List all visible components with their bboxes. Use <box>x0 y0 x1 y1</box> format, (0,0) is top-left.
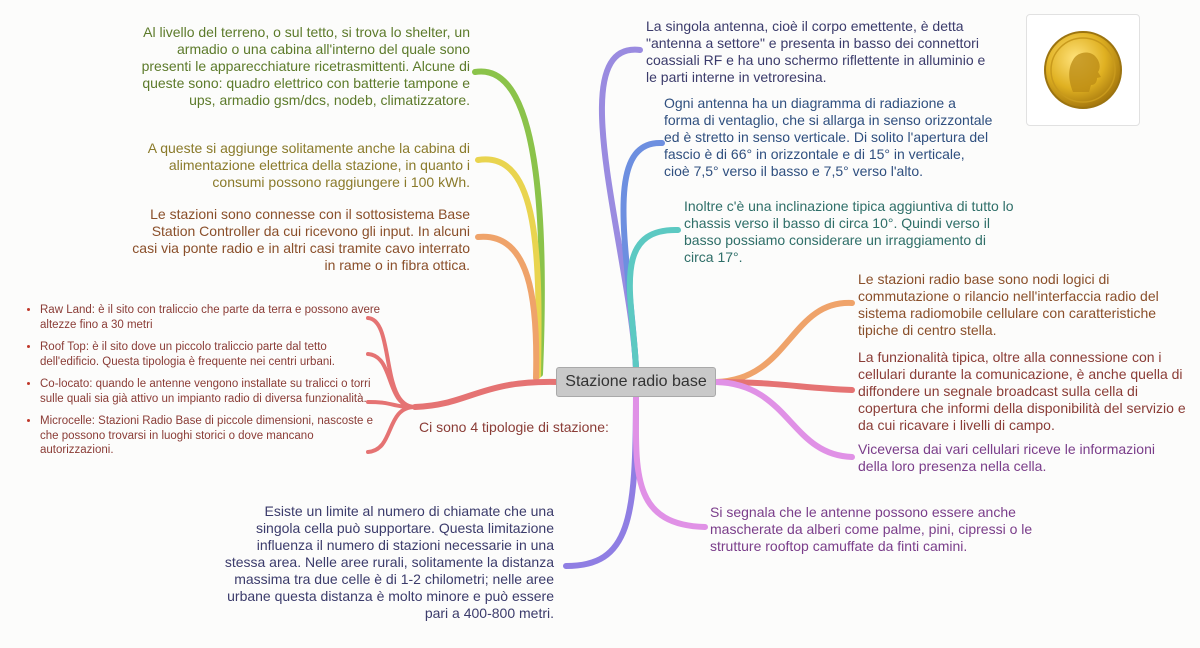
branch-power <box>478 159 539 376</box>
coin-portrait-icon <box>1043 30 1123 110</box>
note-antenna[interactable]: La singola antenna, cioè il corpo emettente, è detta "antenna a settore" e presenta in basso dei connettori coassiali RF e ha uno schermo riflettente in alluminio e le parti interne in vetroresina. <box>646 18 986 85</box>
branch-masked <box>636 396 705 527</box>
list-item[interactable]: • Roof Top: è il sito dove un piccolo traliccio parte dal tetto dell'edificio. Questa tipologia è frequente nei centri urbani. <box>40 340 385 369</box>
branch-types <box>415 382 558 407</box>
note-receive[interactable]: Viceversa dai vari cellulari riceve le informazioni della loro presenza nella cella. <box>858 441 1155 474</box>
list-item[interactable]: • Microcelle: Stazioni Radio Base di piccole dimensioni, nascoste e che possono trovarsi in luoghi storici o dove mancano autorizzazioni. <box>40 414 385 458</box>
branch-diagram <box>623 143 662 368</box>
note-limit[interactable]: Esiste un limite al numero di chiamate che una singola cella può supportare. Questa limitazione influenza il numero di stazioni necessarie in una stessa area. Nelle aree rurali, solitamente la distanza massima tra due celle è di 1-2 chilometri; nelle aree urbane questa distanza è molto minore e può essere pari a 400-800 metri. <box>224 503 554 621</box>
central-topic-label: Stazione radio base <box>565 373 707 390</box>
avatar[interactable] <box>1026 14 1140 126</box>
note-masked[interactable]: Si segnala che le antenne possono essere anche mascherate da alberi come palme, pini, cipressi o le strutture rooftop camuffate da finti camini. <box>710 504 1033 554</box>
note-logical[interactable]: Le stazioni radio base sono nodi logici di commutazione o rilancio nell'interfaccia radio del sistema radiomobile cellulare con caratteristiche tipiche di centro stella. <box>858 271 1159 338</box>
branch-tilt <box>630 230 678 368</box>
list-item[interactable]: • Raw Land: è il sito con traliccio che parte da terra e possono avere altezze fino a 30 metri <box>40 303 385 332</box>
note-diagram[interactable]: Ogni antenna ha un diagramma di radiazione a forma di ventaglio, che si allarga in senso orizzontale ed è stretto in senso verticale. Di solito l'apertura del fascio è di 66° in orizzontale e di 15° in verticale, cioè 7,5° verso il basso e 7,5° verso l'alto. <box>664 95 993 179</box>
branch-logical <box>716 303 852 382</box>
note-tilt[interactable]: Inoltre c'è una inclinazione tipica aggiuntiva di tutto lo chassis verso il basso di circa 10°. Quindi verso il basso possiamo considerare un irraggiamento di circa 17°. <box>684 198 1014 265</box>
central-topic[interactable] <box>556 367 716 397</box>
note-shelter[interactable]: Al livello del terreno, o sul tetto, si trova lo shelter, un armadio o una cabina all'interno del quale sono presenti le apparecchiature ricetrasmittenti. Alcune di queste sono: quadro elettrico con batterie tampone e ups, armadio gsm/dcs, nodeb, climatizzatore. <box>141 24 470 108</box>
station-types-label[interactable]: Ci sono 4 tipologie di stazione: <box>419 419 609 435</box>
note-power[interactable]: A queste si aggiunge solitamente anche la cabina di alimentazione elettrica della stazione, in quanto i consumi possono raggiungere i 100 kWh. <box>147 140 470 190</box>
note-broadcast[interactable]: La funzionalità tipica, oltre alla connessione con i cellulari durante la comunicazione, è anche quella di diffondere un segnale broadcast sulla cella di copertura che informi della disponibilità del servizio e da cui ricavare i livelli di campo. <box>858 349 1186 433</box>
station-types-list <box>22 303 385 466</box>
branch-receive <box>716 382 852 457</box>
note-bsc[interactable]: Le stazioni sono connesse con il sottosistema Base Station Controller da cui ricevono gli input. In alcuni casi via ponte radio e in altri casi tramite cavo interrato in rame o in fibra ottica. <box>132 206 470 273</box>
branch-bsc <box>478 237 536 378</box>
list-item[interactable]: • Co-locato: quando le antenne vengono installate su tralicci o torri sulle quali sia già attivo un impianto radio di diversa funzionalità. <box>40 377 385 406</box>
